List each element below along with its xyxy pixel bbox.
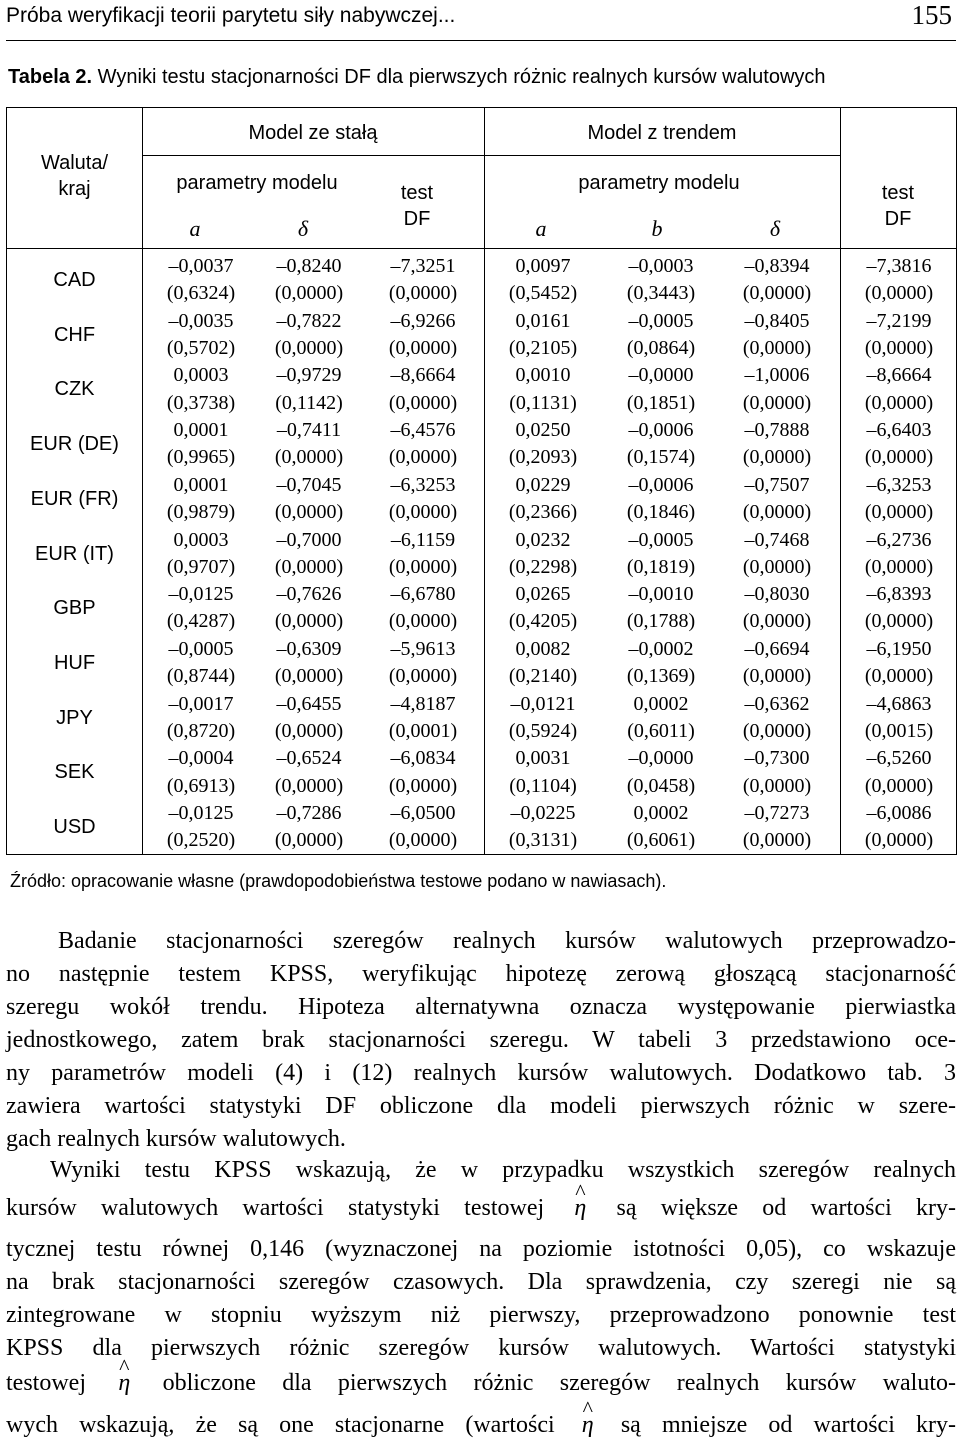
cell-pvalue: (0,0000) bbox=[742, 665, 812, 688]
table-cell bbox=[253, 581, 365, 636]
table-cell bbox=[365, 253, 481, 308]
body-text: wych wskazują, że są one stacjonarne (wartości bbox=[6, 1412, 555, 1438]
cell-pvalue: (0,0000) bbox=[388, 391, 458, 414]
cell-value: –0,0002 bbox=[628, 637, 694, 660]
cell-value: 0,0097 bbox=[515, 255, 571, 277]
cell-pvalue: (0,0000) bbox=[274, 719, 344, 742]
cell-value: –6,0500 bbox=[390, 802, 456, 824]
table-cell bbox=[719, 472, 835, 527]
cell-pvalue: (0,3738) bbox=[166, 391, 236, 414]
running-head bbox=[6, 0, 956, 41]
table-cell bbox=[145, 581, 257, 636]
cell-value: –0,7507 bbox=[744, 473, 810, 496]
cell-pvalue: (0,0000) bbox=[864, 391, 934, 414]
table-cell bbox=[841, 745, 957, 800]
table-cell bbox=[719, 691, 835, 746]
header-sym-delta: δ bbox=[297, 216, 309, 241]
row-currency: GBP bbox=[53, 597, 96, 620]
header-model-const: Model ze stałą bbox=[248, 122, 378, 144]
cell-pvalue: (0,9707) bbox=[166, 555, 236, 578]
cell-pvalue: (0,2140) bbox=[508, 665, 578, 688]
cell-value: –0,6309 bbox=[276, 637, 342, 660]
cell-pvalue: (0,0000) bbox=[274, 774, 344, 797]
body-line bbox=[6, 1195, 956, 1222]
table-cell bbox=[485, 417, 601, 472]
cell-value: –4,6863 bbox=[866, 692, 932, 715]
table-cell bbox=[145, 308, 257, 363]
table-cell bbox=[841, 581, 957, 636]
running-head-title: Próba weryfikacji teorii parytetu siły nabywczej... bbox=[6, 4, 456, 27]
cell-value: –8,6664 bbox=[390, 364, 456, 387]
cell-value: –0,0035 bbox=[168, 309, 234, 332]
cell-pvalue: (0,0000) bbox=[274, 446, 344, 469]
body-text: są mniejsze od wartości kry- bbox=[620, 1412, 956, 1438]
cell-pvalue: (0,0458) bbox=[626, 774, 696, 797]
cell-value: –8,6664 bbox=[866, 364, 932, 387]
table-cell bbox=[365, 636, 481, 691]
table-cell bbox=[365, 800, 481, 855]
cell-value: –0,7000 bbox=[276, 528, 342, 551]
cell-pvalue: (0,3131) bbox=[508, 829, 578, 852]
cell-value: –0,0006 bbox=[628, 419, 694, 442]
cell-value: 0,0001 bbox=[173, 419, 229, 442]
cell-pvalue: (0,0000) bbox=[388, 665, 458, 688]
cell-value: 0,0232 bbox=[515, 528, 571, 551]
cell-pvalue: (0,0001) bbox=[388, 719, 458, 742]
table-cell bbox=[145, 253, 257, 308]
body-text: obliczone dla pierwszych różnic szeregów realnych kursów waluto- bbox=[162, 1370, 957, 1396]
body-line: tycznej testu równej 0,146 (wyznaczonej na poziomie istotności 0,05), co wskazuje bbox=[6, 1236, 956, 1262]
table-cell bbox=[603, 527, 719, 582]
cell-pvalue: (0,6011) bbox=[627, 719, 695, 742]
body-line: KPSS dla pierwszych różnic szeregów kursów walutowych. Wartości statystyki bbox=[6, 1335, 956, 1361]
cell-value: –0,7888 bbox=[744, 419, 810, 442]
cell-value: –6,0086 bbox=[866, 802, 932, 824]
cell-value: –0,0017 bbox=[168, 692, 234, 715]
cell-value: –0,0225 bbox=[510, 802, 576, 824]
body-line: gach realnych kursów walutowych. bbox=[6, 1126, 346, 1152]
table-cell bbox=[485, 472, 601, 527]
row-currency: CAD bbox=[53, 269, 96, 291]
table-cell bbox=[365, 362, 481, 417]
body-line: Badanie stacjonarności szeregów realnych kursów walutowych przeprowadzo- bbox=[58, 928, 956, 954]
table-cell bbox=[719, 527, 835, 582]
header-model-trend: Model z trendem bbox=[587, 122, 737, 144]
cell-pvalue: (0,0000) bbox=[274, 829, 344, 852]
table-caption-text: Wyniki testu stacjonarności DF dla pierwszych różnic realnych kursów walutowych bbox=[92, 66, 826, 88]
cell-value: 0,0003 bbox=[173, 528, 229, 551]
cell-pvalue: (0,6913) bbox=[166, 774, 236, 797]
cell-value: –0,7300 bbox=[744, 747, 810, 770]
cell-pvalue: (0,8744) bbox=[166, 665, 236, 688]
cell-value: –0,6524 bbox=[276, 747, 342, 770]
table-cell bbox=[719, 745, 835, 800]
cell-pvalue: (0,0000) bbox=[388, 610, 458, 633]
cell-value: –0,6362 bbox=[744, 692, 810, 715]
table-cell bbox=[365, 581, 481, 636]
table-cell bbox=[841, 800, 957, 855]
cell-value: –0,7286 bbox=[276, 802, 342, 824]
header-currency: Waluta/ kraj bbox=[40, 152, 109, 200]
cell-value: –0,0006 bbox=[628, 473, 694, 496]
table-cell bbox=[719, 362, 835, 417]
cell-pvalue: (0,0000) bbox=[388, 829, 458, 852]
cell-value: –6,1950 bbox=[866, 637, 932, 660]
cell-pvalue: (0,0000) bbox=[388, 336, 458, 359]
table-cell bbox=[253, 308, 365, 363]
cell-value: –0,0003 bbox=[628, 255, 694, 277]
cell-pvalue: (0,0000) bbox=[742, 336, 812, 359]
cell-pvalue: (0,0000) bbox=[274, 336, 344, 359]
cell-value: –6,6780 bbox=[390, 583, 456, 606]
table-cell bbox=[253, 362, 365, 417]
cell-pvalue: (0,0000) bbox=[864, 501, 934, 524]
cell-value: –0,8394 bbox=[744, 255, 810, 277]
table-rule bbox=[142, 155, 840, 156]
cell-pvalue: (0,4205) bbox=[508, 610, 578, 633]
table-cell bbox=[603, 417, 719, 472]
row-currency: HUF bbox=[53, 651, 96, 674]
eta-hat-symbol: ^ η bbox=[568, 1195, 592, 1222]
table-cell bbox=[841, 691, 957, 746]
table-cell bbox=[365, 308, 481, 363]
cell-pvalue: (0,1574) bbox=[626, 446, 696, 469]
table-cell bbox=[145, 472, 257, 527]
page-number: 155 bbox=[911, 0, 952, 30]
cell-value: –6,2736 bbox=[866, 528, 932, 551]
cell-value: –0,6694 bbox=[744, 637, 810, 660]
cell-value: 0,0010 bbox=[515, 364, 571, 387]
table-cell bbox=[145, 636, 257, 691]
cell-pvalue: (0,0000) bbox=[388, 555, 458, 578]
table-cell bbox=[603, 691, 719, 746]
cell-value: –0,7411 bbox=[276, 419, 342, 442]
table-cell bbox=[841, 417, 957, 472]
cell-value: –1,0006 bbox=[744, 364, 810, 387]
table-cell bbox=[253, 745, 365, 800]
table-cell bbox=[485, 362, 601, 417]
row-currency: SEK bbox=[54, 761, 95, 784]
row-currency: EUR (FR) bbox=[30, 487, 119, 510]
cell-pvalue: (0,0000) bbox=[864, 774, 934, 797]
cell-pvalue: (0,1131) bbox=[509, 391, 577, 414]
table-cell bbox=[841, 362, 957, 417]
header-test-df-trend: test DF bbox=[881, 182, 915, 230]
cell-value: 0,0229 bbox=[515, 473, 571, 496]
cell-pvalue: (0,0000) bbox=[274, 501, 344, 524]
table-cell bbox=[603, 253, 719, 308]
table-source-note: Źródło: opracowanie własne (prawdopodobieństwa testowe podano w nawiasach). bbox=[10, 871, 667, 891]
body-text: kursów walutowych wartości statystyki testowej bbox=[6, 1195, 545, 1221]
header-sym-delta-trend: δ bbox=[769, 216, 781, 241]
cell-value: –0,0125 bbox=[168, 802, 234, 824]
table-cell bbox=[365, 417, 481, 472]
table-cell bbox=[841, 527, 957, 582]
body-line: na brak stacjonarności szeregów czasowych. Dla sprawdzenia, czy szeregi nie są bbox=[6, 1269, 956, 1295]
table-cell bbox=[719, 417, 835, 472]
body-line: Wyniki testu KPSS wskazują, że w przypadku wszystkich szeregów realnych bbox=[50, 1157, 956, 1183]
body-line: szeregu wokół trendu. Hipoteza alternatywna oznacza występowanie pierwiastka bbox=[6, 994, 956, 1020]
cell-pvalue: (0,0864) bbox=[626, 336, 696, 359]
cell-value: –6,0834 bbox=[390, 747, 456, 770]
cell-pvalue: (0,0000) bbox=[742, 774, 812, 797]
cell-pvalue: (0,2366) bbox=[508, 501, 578, 524]
cell-value: –0,8030 bbox=[744, 583, 810, 606]
row-currency: USD bbox=[53, 816, 96, 838]
table-cell bbox=[485, 581, 601, 636]
table-cell bbox=[253, 636, 365, 691]
cell-pvalue: (0,6061) bbox=[626, 829, 696, 852]
results-table bbox=[6, 107, 957, 855]
table-cell bbox=[841, 253, 957, 308]
table-cell bbox=[253, 417, 365, 472]
cell-value: –0,0125 bbox=[168, 583, 234, 606]
cell-pvalue: (0,4287) bbox=[166, 610, 236, 633]
cell-pvalue: (0,5702) bbox=[166, 336, 236, 359]
table-cell bbox=[841, 636, 957, 691]
header-sym-b: b bbox=[651, 216, 663, 241]
cell-pvalue: (0,0000) bbox=[274, 555, 344, 578]
table-cell bbox=[365, 472, 481, 527]
eta-hat-symbol: ^ η bbox=[112, 1370, 136, 1397]
body-text: są większe od wartości kry- bbox=[616, 1195, 957, 1221]
table-cell bbox=[485, 308, 601, 363]
cell-value: 0,0003 bbox=[173, 364, 229, 387]
cell-value: –7,3816 bbox=[866, 255, 932, 277]
cell-pvalue: (0,1846) bbox=[626, 501, 696, 524]
cell-pvalue: (0,0000) bbox=[388, 446, 458, 469]
cell-pvalue: (0,5452) bbox=[508, 282, 578, 305]
table-caption bbox=[8, 66, 826, 89]
table-cell bbox=[603, 636, 719, 691]
table-cell bbox=[603, 581, 719, 636]
cell-pvalue: (0,8720) bbox=[166, 719, 236, 742]
table-cell bbox=[719, 581, 835, 636]
cell-pvalue: (0,0000) bbox=[864, 665, 934, 688]
table-cell bbox=[145, 527, 257, 582]
cell-value: –0,8240 bbox=[276, 255, 342, 277]
cell-value: 0,0002 bbox=[633, 802, 689, 824]
table-rule bbox=[7, 248, 956, 249]
cell-value: 0,0161 bbox=[515, 309, 571, 332]
table-cell bbox=[365, 745, 481, 800]
row-currency: JPY bbox=[56, 706, 93, 729]
body-line: zintegrowane w stopniu wyższym niż pierwszy, przeprowadzono ponownie test bbox=[6, 1302, 956, 1328]
cell-pvalue: (0,0000) bbox=[742, 501, 812, 524]
cell-pvalue: (0,1142) bbox=[275, 391, 343, 414]
table-cell bbox=[719, 800, 835, 855]
table-cell bbox=[485, 745, 601, 800]
cell-value: –0,7045 bbox=[276, 473, 342, 496]
header-params-const: parametry modelu bbox=[176, 172, 338, 194]
cell-pvalue: (0,0000) bbox=[742, 610, 812, 633]
header-test-df-const: test DF bbox=[400, 182, 434, 230]
table-cell bbox=[145, 417, 257, 472]
body-text: testowej bbox=[6, 1370, 86, 1396]
table-cell bbox=[365, 691, 481, 746]
cell-pvalue: (0,0000) bbox=[274, 665, 344, 688]
cell-value: –4,8187 bbox=[390, 692, 456, 715]
row-currency: CHF bbox=[53, 323, 96, 346]
cell-pvalue: (0,0000) bbox=[864, 610, 934, 633]
cell-pvalue: (0,2298) bbox=[508, 555, 578, 578]
cell-pvalue: (0,1788) bbox=[626, 610, 696, 633]
cell-value: 0,0031 bbox=[515, 747, 571, 770]
cell-value: –0,7273 bbox=[744, 802, 810, 824]
table-cell bbox=[485, 636, 601, 691]
cell-value: –7,3251 bbox=[390, 255, 456, 277]
cell-value: –0,0010 bbox=[628, 583, 694, 606]
cell-pvalue: (0,0000) bbox=[864, 336, 934, 359]
cell-value: 0,0265 bbox=[515, 583, 571, 606]
body-line: zawiera wartości statystyki DF obliczone dla modeli pierwszych różnic w szere- bbox=[6, 1093, 956, 1119]
cell-pvalue: (0,0000) bbox=[742, 282, 812, 305]
table-cell bbox=[603, 308, 719, 363]
body-line bbox=[6, 1412, 956, 1439]
cell-value: –6,3253 bbox=[866, 473, 932, 496]
cell-pvalue: (0,6324) bbox=[166, 282, 236, 305]
cell-pvalue: (0,2093) bbox=[508, 446, 578, 469]
cell-pvalue: (0,5924) bbox=[508, 719, 578, 742]
cell-pvalue: (0,0000) bbox=[742, 446, 812, 469]
cell-pvalue: (0,1851) bbox=[626, 391, 696, 414]
cell-pvalue: (0,0000) bbox=[388, 282, 458, 305]
cell-value: –0,0004 bbox=[168, 747, 234, 770]
cell-pvalue: (0,0000) bbox=[742, 829, 812, 852]
cell-value: –5,9613 bbox=[390, 637, 456, 660]
table-cell bbox=[485, 691, 601, 746]
cell-pvalue: (0,1819) bbox=[626, 555, 696, 578]
cell-value: –6,6403 bbox=[866, 419, 932, 442]
cell-pvalue: (0,1104) bbox=[509, 774, 577, 797]
table-caption-label: Tabela 2. bbox=[8, 66, 93, 88]
cell-value: –6,3253 bbox=[390, 473, 456, 496]
table-cell bbox=[719, 253, 835, 308]
cell-value: –0,0005 bbox=[628, 528, 694, 551]
cell-value: –6,9266 bbox=[390, 309, 456, 332]
body-line: jednostkowego, zatem brak stacjonarności szeregu. W tabeli 3 przedstawiono oce- bbox=[6, 1027, 956, 1053]
cell-value: –0,0000 bbox=[628, 747, 694, 770]
table-cell bbox=[485, 800, 601, 855]
cell-value: –0,7468 bbox=[744, 528, 810, 551]
table-cell bbox=[253, 253, 365, 308]
table-cell bbox=[365, 527, 481, 582]
cell-pvalue: (0,9965) bbox=[166, 446, 236, 469]
cell-pvalue: (0,0000) bbox=[742, 391, 812, 414]
header-sym-a-trend: a bbox=[535, 216, 547, 241]
table-cell bbox=[145, 691, 257, 746]
table-cell bbox=[485, 527, 601, 582]
cell-pvalue: (0,0015) bbox=[864, 719, 934, 742]
body-line: no następnie testem KPSS, weryfikując hipotezę zerową głoszącą stacjonarność bbox=[6, 961, 956, 987]
cell-value: –0,0000 bbox=[628, 364, 694, 387]
cell-pvalue: (0,0000) bbox=[864, 446, 934, 469]
cell-value: –0,8405 bbox=[744, 309, 810, 332]
body-line: ny parametrów modeli (4) i (12) realnych kursów walutowych. Dodatkowo tab. 3 bbox=[6, 1060, 956, 1086]
cell-value: 0,0082 bbox=[515, 637, 571, 660]
table-cell bbox=[603, 800, 719, 855]
cell-pvalue: (0,3443) bbox=[626, 282, 696, 305]
cell-value: –6,5260 bbox=[866, 747, 932, 770]
row-currency: EUR (DE) bbox=[30, 433, 119, 456]
table-cell bbox=[719, 308, 835, 363]
table-cell bbox=[603, 745, 719, 800]
cell-value: –0,0005 bbox=[168, 637, 234, 660]
row-currency: EUR (IT) bbox=[35, 542, 114, 565]
table-cell bbox=[603, 362, 719, 417]
table-cell bbox=[145, 362, 257, 417]
table-cell bbox=[603, 472, 719, 527]
cell-value: –0,0005 bbox=[628, 309, 694, 332]
cell-pvalue: (0,0000) bbox=[274, 282, 344, 305]
cell-value: 0,0250 bbox=[515, 419, 571, 442]
header-sym-a: a bbox=[189, 216, 201, 241]
cell-pvalue: (0,0000) bbox=[742, 555, 812, 578]
cell-value: –0,9729 bbox=[276, 364, 342, 387]
cell-pvalue: (0,2520) bbox=[166, 829, 236, 852]
table-cell bbox=[253, 800, 365, 855]
table-cell bbox=[841, 472, 957, 527]
table-rule bbox=[142, 108, 143, 854]
cell-value: –0,0037 bbox=[168, 255, 234, 277]
cell-value: 0,0002 bbox=[633, 692, 689, 715]
table-cell bbox=[253, 691, 365, 746]
cell-pvalue: (0,0000) bbox=[274, 610, 344, 633]
cell-pvalue: (0,0000) bbox=[388, 501, 458, 524]
cell-value: –0,0121 bbox=[510, 692, 576, 715]
table-cell bbox=[145, 800, 257, 855]
eta-hat-symbol: ^ η bbox=[576, 1412, 600, 1439]
cell-pvalue: (0,0000) bbox=[864, 282, 934, 305]
cell-pvalue: (0,0000) bbox=[742, 719, 812, 742]
cell-pvalue: (0,0000) bbox=[388, 774, 458, 797]
table-cell bbox=[253, 527, 365, 582]
row-currency: CZK bbox=[54, 378, 95, 401]
body-line bbox=[6, 1370, 956, 1397]
cell-pvalue: (0,0000) bbox=[864, 829, 934, 852]
cell-value: –0,7626 bbox=[276, 583, 342, 606]
cell-value: 0,0001 bbox=[173, 473, 229, 496]
cell-pvalue: (0,9879) bbox=[166, 501, 236, 524]
cell-value: –6,1159 bbox=[390, 528, 456, 551]
cell-value: –7,2199 bbox=[866, 309, 932, 332]
header-params-trend: parametry modelu bbox=[578, 172, 740, 194]
cell-value: –0,7822 bbox=[276, 309, 342, 332]
table-cell bbox=[841, 308, 957, 363]
cell-pvalue: (0,0000) bbox=[864, 555, 934, 578]
cell-pvalue: (0,1369) bbox=[626, 665, 696, 688]
table-cell bbox=[719, 636, 835, 691]
cell-pvalue: (0,2105) bbox=[508, 336, 578, 359]
cell-value: –0,6455 bbox=[276, 692, 342, 715]
cell-value: –6,8393 bbox=[866, 583, 932, 606]
table-cell bbox=[485, 253, 601, 308]
cell-value: –6,4576 bbox=[390, 419, 456, 442]
table-cell bbox=[253, 472, 365, 527]
table-cell bbox=[145, 745, 257, 800]
